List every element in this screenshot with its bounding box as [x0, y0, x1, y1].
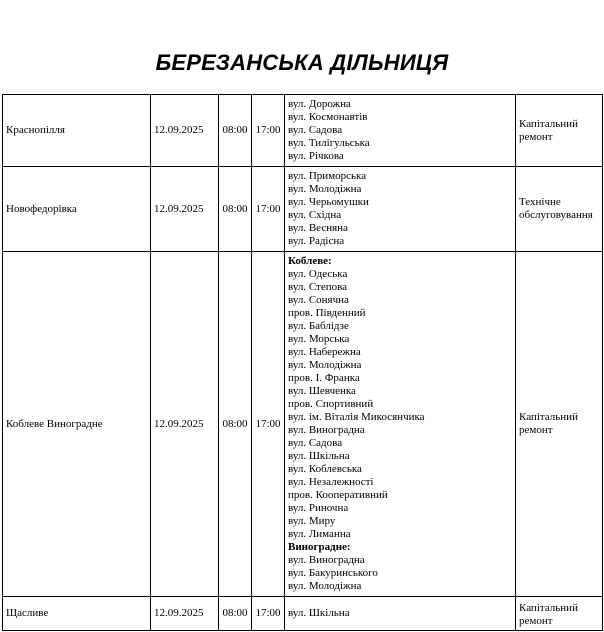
- street-item: вул. Шкільна: [288, 607, 350, 619]
- start-time-cell: 08:00: [219, 95, 252, 167]
- street-item: вул. Лиманна: [288, 528, 351, 540]
- start-time-cell: 08:00: [219, 597, 252, 631]
- table-row: [3, 597, 603, 631]
- outage-schedule-table: [2, 94, 603, 631]
- page-title: БЕРЕЗАНСЬКА ДІЛЬНИЦЯ: [155, 50, 449, 75]
- street-item: вул. Космонавтів: [288, 111, 368, 123]
- street-item: вул. Набережна: [288, 346, 361, 358]
- streets-cell: [285, 597, 516, 631]
- streets-cell: [285, 252, 516, 597]
- street-item: вул. Морська: [288, 333, 350, 345]
- street-item: вул. Східна: [288, 209, 342, 221]
- table-row: [3, 95, 603, 167]
- date-cell: 12.09.2025: [151, 95, 219, 167]
- street-item: вул. Баблідзе: [288, 320, 349, 332]
- street-item: вул. Молодіжна: [288, 359, 362, 371]
- street-item: вул. Виноградна: [288, 554, 365, 566]
- street-item: вул. Садова: [288, 437, 343, 449]
- street-item: вул. Радісна: [288, 235, 345, 247]
- end-time-cell: 17:00: [252, 167, 285, 252]
- settlement-cell: Краснопілля: [3, 95, 151, 167]
- table-row: [3, 167, 603, 252]
- work-type-cell: Капітальний ремонт: [516, 252, 603, 597]
- end-time-cell: 17:00: [252, 597, 285, 631]
- street-item: вул. Весняна: [288, 222, 348, 234]
- street-item: вул. Риночна: [288, 502, 349, 514]
- settlement-cell: Коблеве Виноградне: [3, 252, 151, 597]
- street-item: вул. Річкова: [288, 150, 344, 162]
- street-item: вул. Тилігульська: [288, 137, 370, 149]
- work-type-cell: Капітальний ремонт: [516, 95, 603, 167]
- street-item: вул. Шевченка: [288, 385, 356, 397]
- street-item: вул. Молодіжна: [288, 580, 362, 592]
- date-cell: 12.09.2025: [151, 597, 219, 631]
- street-item: вул. ім. Віталія Микосянчика: [288, 411, 425, 423]
- table-row: [3, 252, 603, 597]
- street-item: пров. Спортивний: [288, 398, 374, 410]
- settlement-cell: Щасливе: [3, 597, 151, 631]
- work-type-cell: Капітальний ремонт: [516, 597, 603, 631]
- street-item: вул. Черьомушки: [288, 196, 369, 208]
- street-item: вул. Виноградна: [288, 424, 365, 436]
- street-item: вул. Незалежності: [288, 476, 374, 488]
- street-item: пров. І. Франка: [288, 372, 360, 384]
- street-item: вул. Одеська: [288, 268, 348, 280]
- settlement-cell: Новофедорівка: [3, 167, 151, 252]
- street-item: пров. Південний: [288, 307, 366, 319]
- date-cell: 12.09.2025: [151, 252, 219, 597]
- end-time-cell: 17:00: [252, 95, 285, 167]
- village-group-heading: Виноградне:: [288, 541, 351, 553]
- village-group-heading: Коблеве:: [288, 255, 332, 267]
- street-item: вул. Миру: [288, 515, 336, 527]
- street-item: вул. Садова: [288, 124, 343, 136]
- street-item: вул. Приморська: [288, 170, 367, 182]
- street-item: вул. Бакуринського: [288, 567, 378, 579]
- street-item: вул. Дорожна: [288, 98, 351, 110]
- start-time-cell: 08:00: [219, 167, 252, 252]
- date-cell: 12.09.2025: [151, 167, 219, 252]
- streets-cell: [285, 95, 516, 167]
- street-item: вул. Степова: [288, 281, 348, 293]
- start-time-cell: 08:00: [219, 252, 252, 597]
- street-item: пров. Кооперативний: [288, 489, 388, 501]
- street-item: вул. Молодіжна: [288, 183, 362, 195]
- street-item: вул. Шкільна: [288, 450, 350, 462]
- end-time-cell: 17:00: [252, 252, 285, 597]
- street-item: вул. Коблевська: [288, 463, 362, 475]
- street-item: вул. Сонячна: [288, 294, 349, 306]
- streets-cell: [285, 167, 516, 252]
- work-type-cell: Технічне обслуговування: [516, 167, 603, 252]
